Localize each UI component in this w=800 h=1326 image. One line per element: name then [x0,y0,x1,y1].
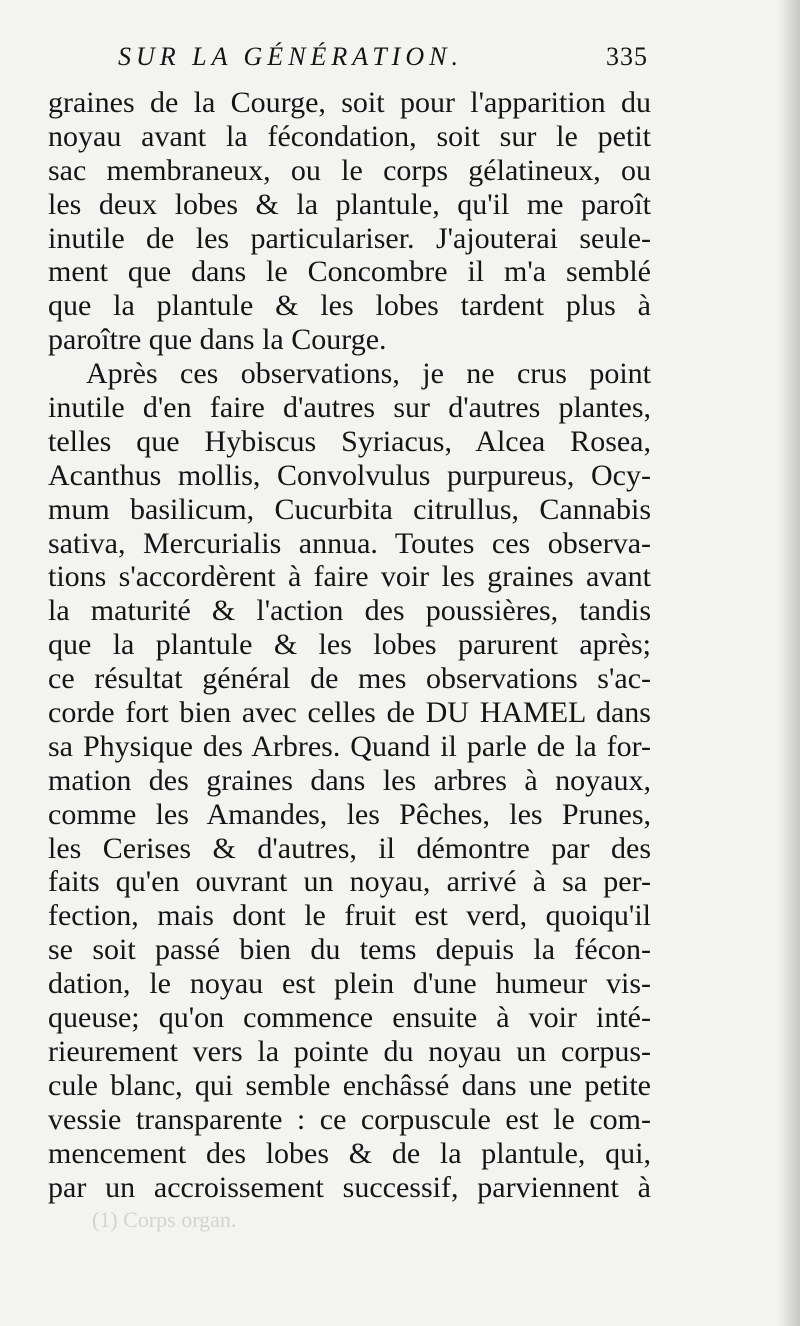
text-line: Acanthus mollis, Convolvulus purpureus, Ocy- [48,458,651,492]
text-line: la maturité & l'action des poussières, tandis [48,594,651,628]
text-line: sativa, Mercurialis annua. Toutes ces observa- [48,526,651,560]
text-line: inutile d'en faire d'autres sur d'autres plantes, [48,391,651,425]
text-line: mencement des lobes & de la plantule, qui, [48,1136,651,1170]
text-line: par un accroissement successif, parviennent à [48,1170,651,1204]
text-line: sac membraneux, ou le corps gélatineux, ou [48,153,651,187]
text-line: dation, le noyau est plein d'une humeur vis- [48,967,651,1001]
text-line: faits qu'en ouvrant un noyau, arrivé à sa per- [48,865,651,899]
body-text [48,86,651,1204]
text-line: comme les Amandes, les Pêches, les Prunes, [48,797,651,831]
text-line: noyau avant la fécondation, soit sur le petit [48,119,651,153]
text-line: que la plantule & les lobes tardent plus à [48,289,651,323]
paragraph-first-line: Après ces observations, je ne crus point [86,357,651,391]
text-line: se soit passé bien du tems depuis la fécon- [48,933,651,967]
text-line: tions s'accordèrent à faire voir les graines avant [48,560,651,594]
text-line: queuse; qu'on commence ensuite à voir inté- [48,1001,651,1035]
text-line: les Cerises & d'autres, il démontre par des [48,831,651,865]
text-line: les deux lobes & la plantule, qu'il me paroît [48,187,651,221]
page-number: 335 [606,42,648,71]
text-line: telles que Hybiscus Syriacus, Alcea Rosea, [48,424,651,458]
text-line: cule blanc, qui semble enchâssé dans une petite [48,1068,651,1102]
text-line: corde fort bien avec celles de DU HAMEL dans [48,696,651,730]
text-line: sa Physique des Arbres. Quand il parle de la for- [48,729,651,763]
text-line: mum basilicum, Cucurbita citrullus, Cannabis [48,492,651,526]
running-head [118,42,648,78]
text-line: vessie transparente : ce corpuscule est le com- [48,1102,651,1136]
text-line: ment que dans le Concombre il m'a semblé [48,255,651,289]
running-title: SUR LA GÉNÉRATION. [118,42,463,71]
text-line: graines de la Courge, soit pour l'apparition du [48,86,651,119]
text-line: inutile de les particulariser. J'ajouterai seule- [48,221,651,255]
text-line: paroître que dans la Courge. [48,323,387,357]
text-line: fection, mais dont le fruit est verd, quoiqu'il [48,899,651,933]
text-line: que la plantule & les lobes parurent après; [48,628,651,662]
text-line: mation des graines dans les arbres à noyaux, [48,763,651,797]
text-line: ce résultat général de mes observations s'ac- [48,662,651,696]
text-line: rieurement vers la pointe du noyau un corpus- [48,1034,651,1068]
show-through-text: (1) Corps organ. [92,1207,237,1232]
